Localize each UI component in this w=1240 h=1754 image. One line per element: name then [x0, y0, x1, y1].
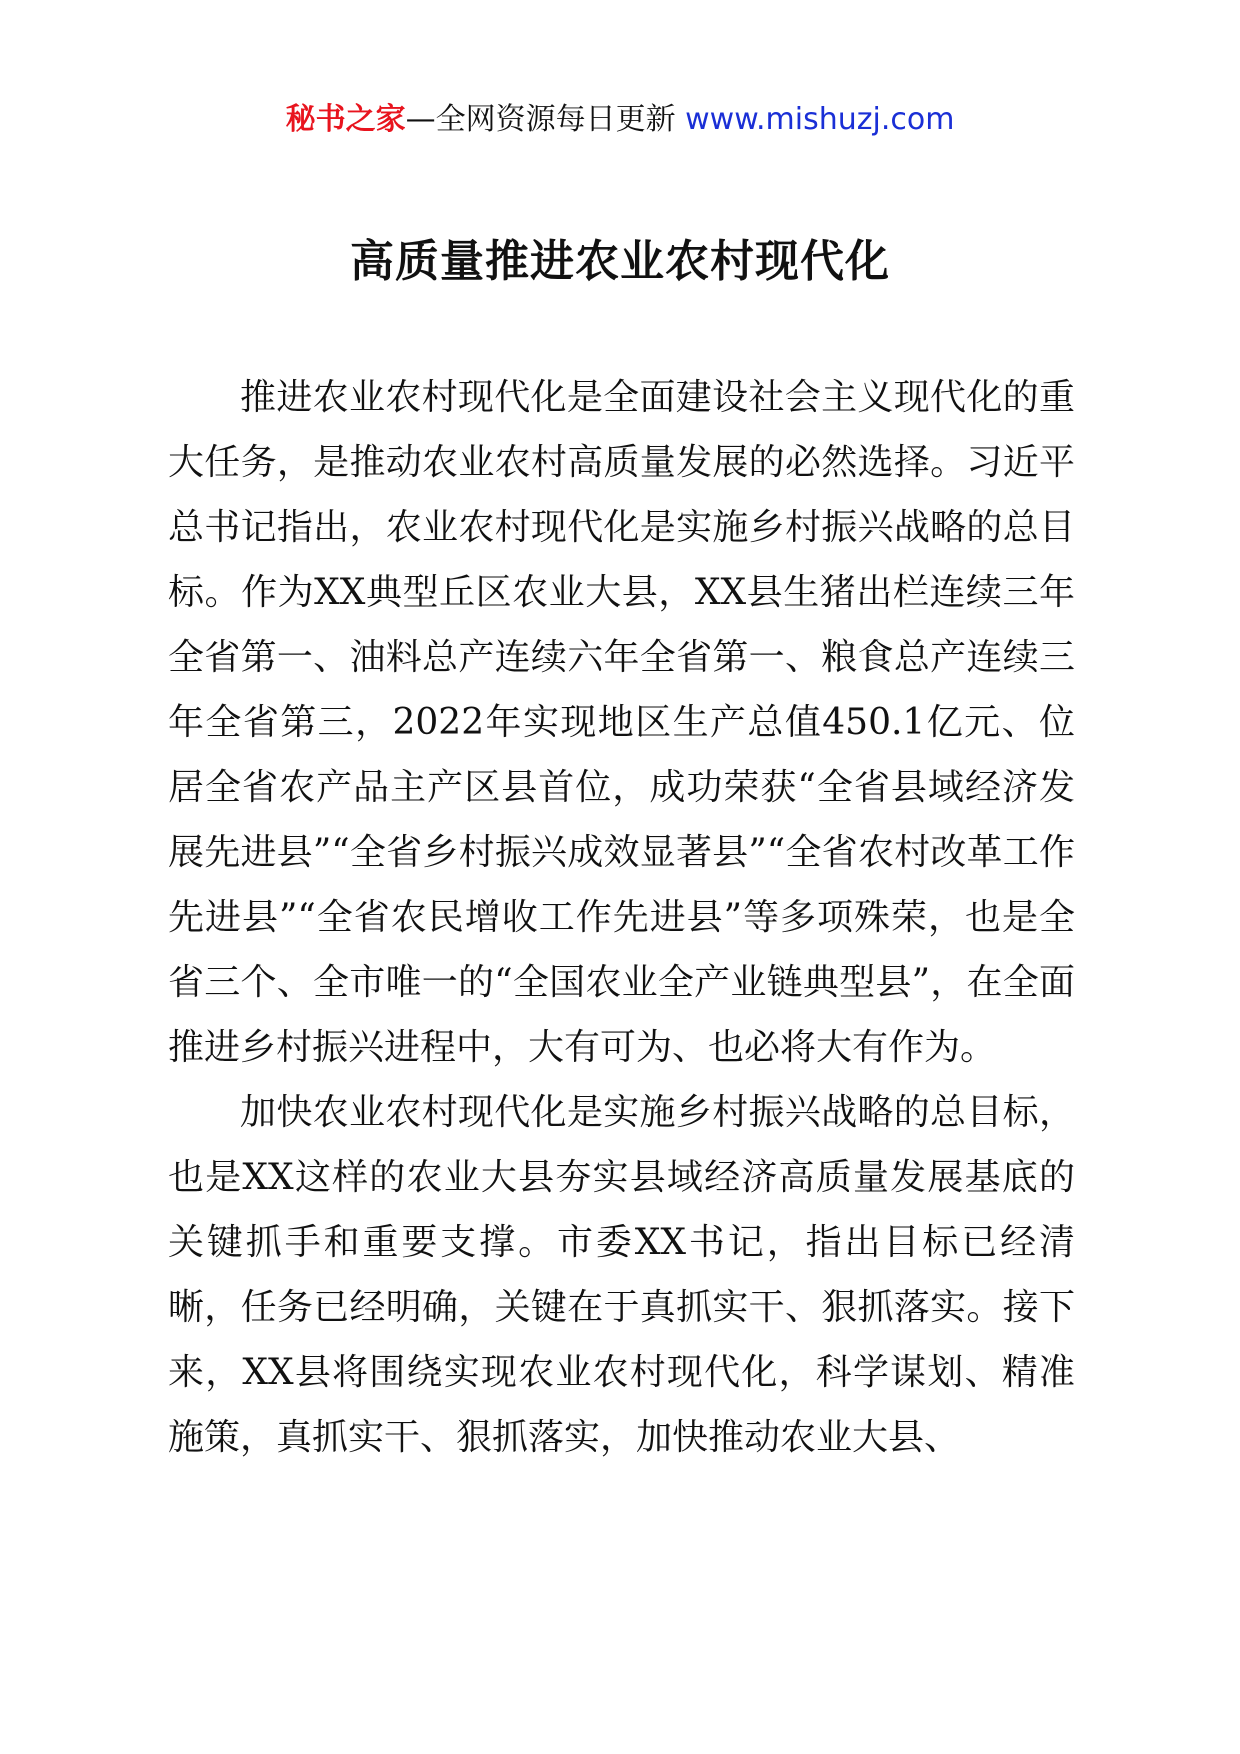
- site-brand: 秘书之家: [285, 102, 406, 137]
- document-title: 高质量推进农业农村现代化: [350, 236, 890, 287]
- site-tagline: —全网资源每日更新: [405, 102, 676, 137]
- site-url-link[interactable]: www.mishuzj.com: [685, 102, 955, 137]
- document-body: [168, 365, 1075, 1470]
- site-header: [0, 100, 1240, 140]
- paragraph-1: 推进农业农村现代化是全面建设社会主义现代化的重大任务，是推动农业农村高质量发展的必然选择。习近平总书记指出，农业农村现代化是实施乡村振兴战略的总目标。作为XX典型丘区农业大县，XX县生猪出栏连续三年全省第一、油料总产连续六年全省第一、粮食总产连续三年全省第三，2022年实现地区生产总值450.1亿元、位居全省农产品主产区县首位，成功荣获“全省县域经济发展先进县”“全省乡村振兴成效显著县”“全省农村改革工作先进县”“全省农民增收工作先进县”等多项殊荣，也是全省三个、全市唯一的“全国农业全产业链典型县”，在全面推进乡村振兴进程中，大有可为、也必将大有作为。: [168, 377, 1075, 1068]
- paragraph-2: 加快农业农村现代化是实施乡村振兴战略的总目标，也是XX这样的农业大县夯实县域经济高质量发展基底的关键抓手和重要支撑。市委XX书记，指出目标已经清晰，任务已经明确，关键在于真抓实干、狠抓落实。接下来，XX县将围绕实现农业农村现代化，科学谋划、精准施策，真抓实干、狠抓落实，加快推动农业大县、: [168, 1092, 1075, 1458]
